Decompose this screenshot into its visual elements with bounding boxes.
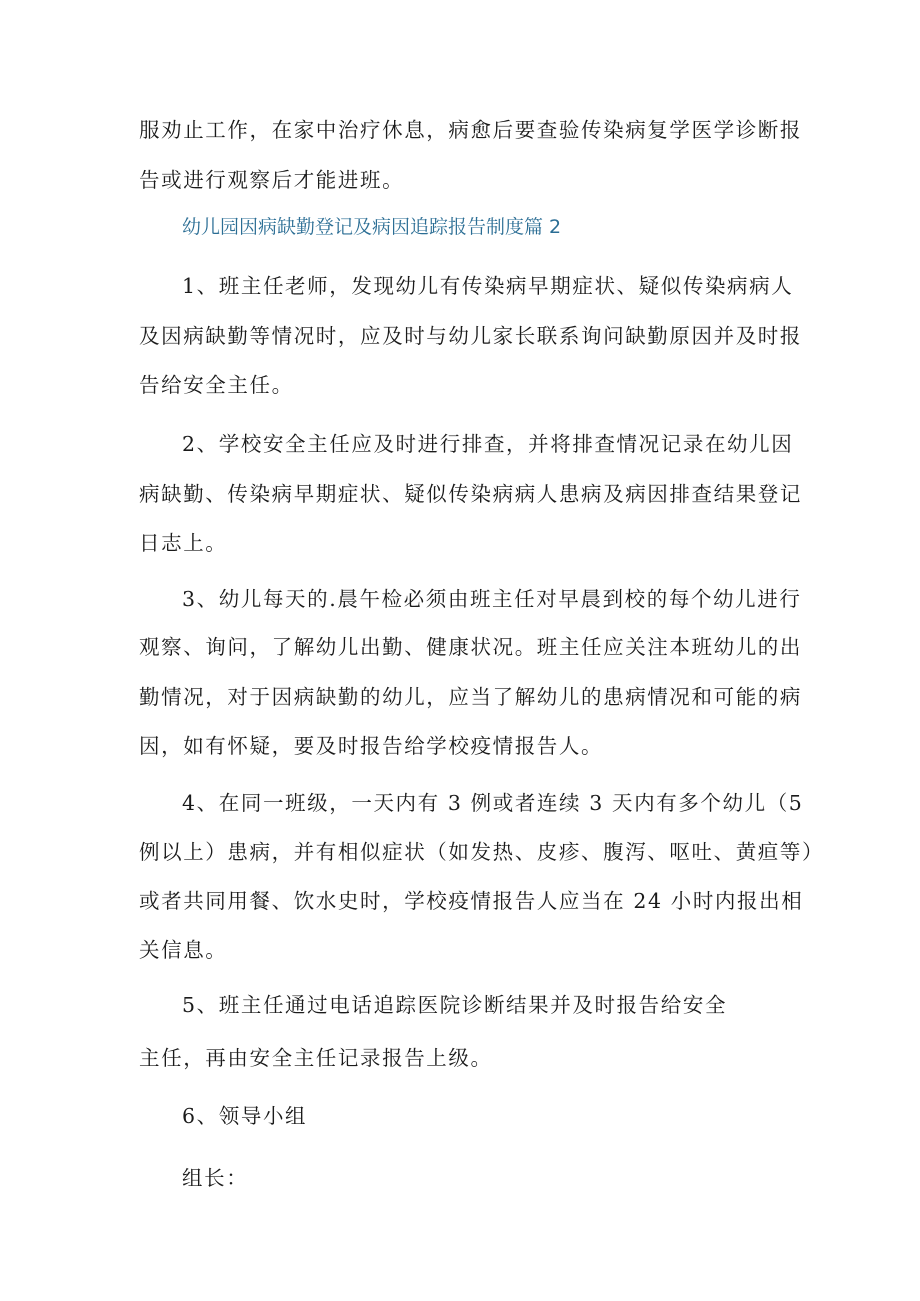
paragraph-line: 告或进行观察后才能进班。 (139, 168, 405, 192)
paragraph-line: 及因病缺勤等情况时，应及时与幼儿家长联系询问缺勤原因并及时报 (139, 324, 802, 348)
paragraph-line: 告给安全主任。 (139, 373, 294, 397)
paragraph-line: 日志上。 (139, 531, 228, 555)
paragraph-line: 例以上）患病，并有相似症状（如发热、皮疹、腹泻、呕吐、黄疸等） (139, 840, 825, 864)
section-heading: 幼儿园因病缺勤登记及病因追踪报告制度篇 2 (182, 216, 562, 238)
paragraph-line: 病缺勤、传染病早期症状、疑似传染病病人患病及病因排查结果登记 (139, 482, 802, 506)
paragraph-line: 观察、询问，了解幼儿出勤、健康状况。班主任应关注本班幼儿的出 (139, 635, 802, 659)
paragraph-line: 1、班主任老师，发现幼儿有传染病早期症状、疑似传染病病人 (182, 274, 794, 298)
paragraph-line: 勤情况，对于因病缺勤的幼儿，应当了解幼儿的患病情况和可能的病 (139, 685, 802, 709)
paragraph-line: 5、班主任通过电话追踪医院诊断结果并及时报告给安全 (182, 993, 728, 1017)
paragraph-line: 因，如有怀疑，要及时报告给学校疫情报告人。 (139, 734, 604, 758)
paragraph-line: 组长： (182, 1166, 249, 1190)
paragraph-line: 4、在同一班级，一天内有 3 例或者连续 3 天内有多个幼儿（5 (182, 791, 804, 815)
paragraph-line: 6、领导小组 (182, 1104, 308, 1128)
paragraph-line: 3、幼儿每天的.晨午检必须由班主任对早晨到校的每个幼儿进行 (182, 587, 802, 611)
paragraph-line: 关信息。 (139, 938, 228, 962)
paragraph-line: 或者共同用餐、饮水史时，学校疫情报告人应当在 24 小时内报出相 (139, 889, 804, 913)
paragraph-line: 2、学校安全主任应及时进行排查，并将排查情况记录在幼儿因 (182, 432, 794, 456)
paragraph-line: 主任，再由安全主任记录报告上级。 (139, 1046, 493, 1070)
paragraph-line: 服劝止工作，在家中治疗休息，病愈后要查验传染病复学医学诊断报 (139, 118, 802, 142)
